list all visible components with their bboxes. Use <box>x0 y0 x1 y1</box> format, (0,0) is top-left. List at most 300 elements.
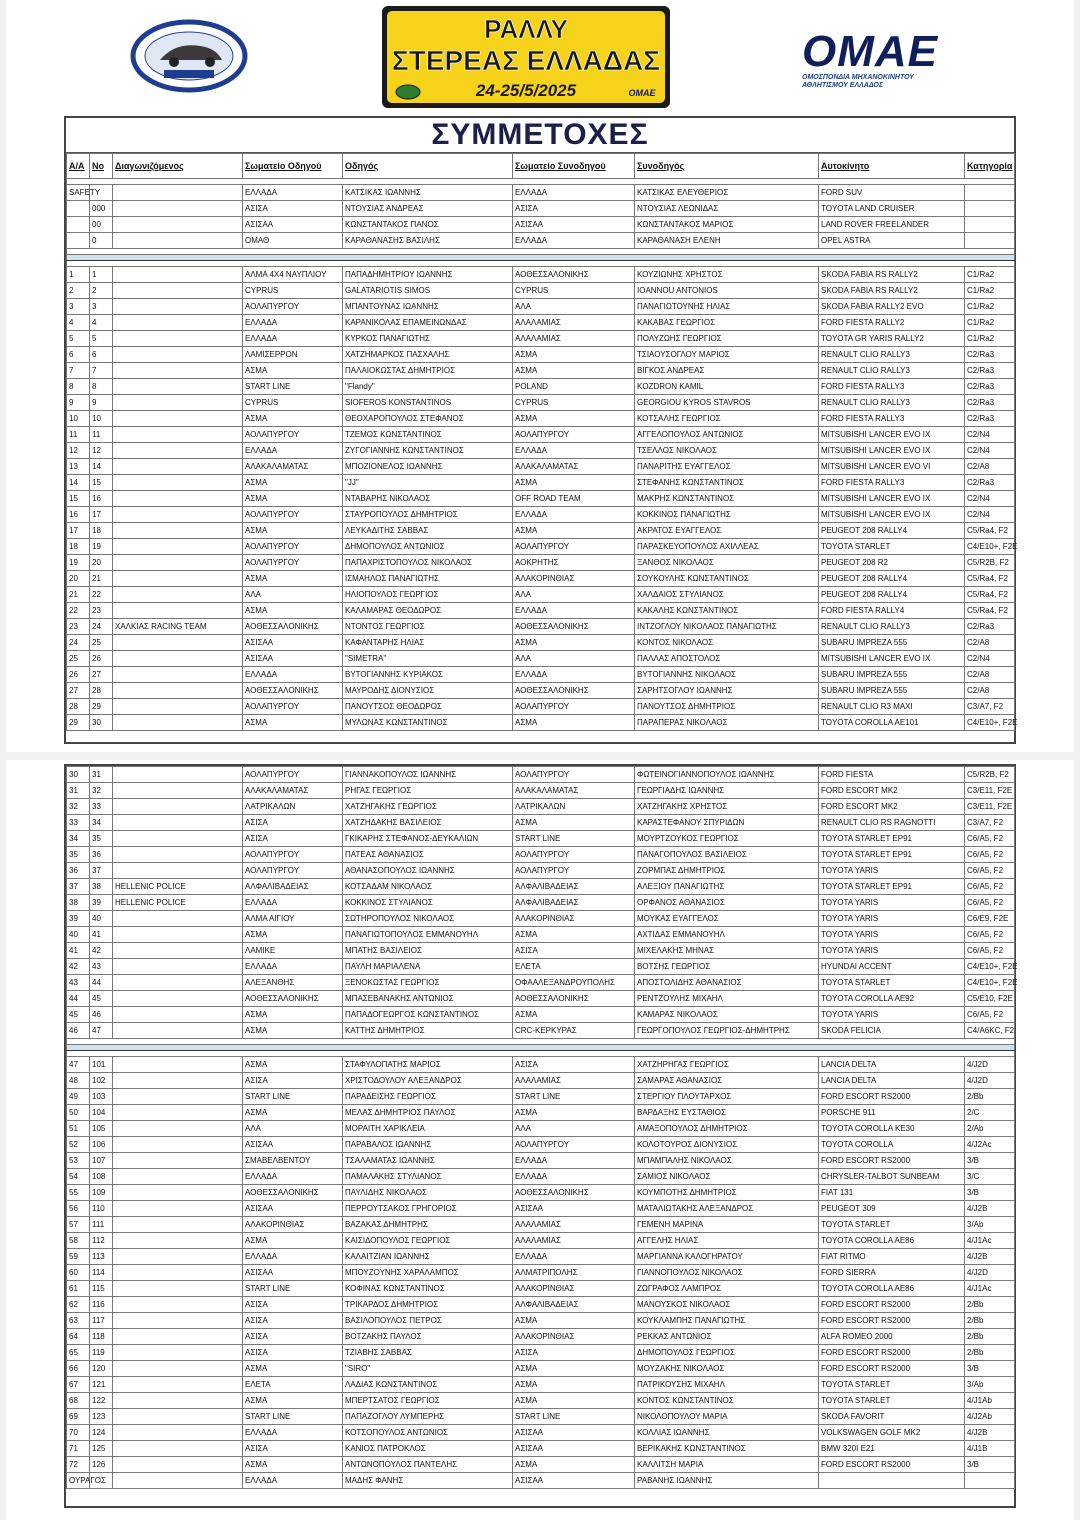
cell-driver-club: ΑΣΜΑ <box>243 927 343 943</box>
cell-driver-club: ΛΑΜΙΣΕΡΡΟΝ <box>243 347 343 363</box>
cell-codriver: ΔΗΜΟΠΟΥΛΟΣ ΓΕΩΡΓΙΟΣ <box>635 1345 819 1361</box>
cell-no: 119 <box>90 1345 113 1361</box>
cell-driver-club: ΣΜΑΒΕΛΒΕΝΤΟΥ <box>243 1153 343 1169</box>
table-row <box>67 619 1015 635</box>
cell-category: C3/E11, F2E <box>965 799 1015 815</box>
cell-no: 116 <box>90 1297 113 1313</box>
cell-driver-club: ΑΟΘΕΣΣΑΛΟΝΙΚΗΣ <box>243 683 343 699</box>
cell-car: FORD FIESTA <box>819 767 965 783</box>
cell-car: FIAT RITMO <box>819 1249 965 1265</box>
cell-car: FORD SUV <box>819 185 965 201</box>
table-row <box>67 1265 1015 1281</box>
cell-driver: ΜΕΛΑΣ ΔΗΜΗΤΡΙΟΣ ΠΑΥΛΟΣ <box>343 1105 513 1121</box>
cell-codriver: ΜΠΑΜΠΑΛΗΣ ΝΙΚΟΛΑΟΣ <box>635 1153 819 1169</box>
cell-codriver: ΤΣΕΛΛΟΣ ΝΙΚΟΛΑΟΣ <box>635 443 819 459</box>
cell-codriver: ΒΕΡΙΚΑΚΗΣ ΚΩΝΣΤΑΝΤΙΝΟΣ <box>635 1441 819 1457</box>
cell-driver: ΡΗΓΑΣ ΓΕΩΡΓΙΟΣ <box>343 783 513 799</box>
cell-driver: ΚΑΡΑΘΑΝΑΣΗΣ ΒΑΣΙΛΗΣ <box>343 233 513 249</box>
cell-category: C1/Ra2 <box>965 331 1015 347</box>
cell-codriver: ΑΛΕΞΙΟΥ ΠΑΝΑΓΙΩΤΗΣ <box>635 879 819 895</box>
cell-driver-club: ΕΛΛΑΔΑ <box>243 895 343 911</box>
cell-category: 4/J2Ab <box>965 1409 1015 1425</box>
table-row <box>67 1393 1015 1409</box>
cell-competitor <box>113 411 243 427</box>
cell-competitor <box>113 815 243 831</box>
cell-driver: ΛΕΥΚΑΔΙΤΗΣ ΣΑΒΒΑΣ <box>343 523 513 539</box>
cell-car: FORD ESCORT RS2000 <box>819 1313 965 1329</box>
cell-codriver-club: ΑΣΜΑ <box>513 715 635 731</box>
cell-driver-club: ΑΣΜΑ <box>243 411 343 427</box>
cell-codriver-club: ΑΣΙΣΑΑ <box>513 1441 635 1457</box>
cell-car: SUBARU IMPREZA 555 <box>819 683 965 699</box>
table-row <box>67 783 1015 799</box>
cell-category: 3/B <box>965 1153 1015 1169</box>
cell-aa: 50 <box>67 1105 90 1121</box>
cell-codriver: ΠΑΝΑΓΙΩΤΟΥΝΗΣ ΗΛΙΑΣ <box>635 299 819 315</box>
cell-codriver-club: ΑΛΑΚΟΡΙΝΘΙΑΣ <box>513 1281 635 1297</box>
table-row <box>67 1137 1015 1153</box>
cell-aa: 31 <box>67 783 90 799</box>
cell-category <box>965 185 1015 201</box>
cell-competitor <box>113 699 243 715</box>
cell-car: RENAULT CLIO R3 MAXI <box>819 699 965 715</box>
cell-competitor: HELLENIC POLICE <box>113 895 243 911</box>
cell-no: 124 <box>90 1425 113 1441</box>
cell-car: SKODA FAVORIT <box>819 1409 965 1425</box>
cell-competitor: HELLENIC POLICE <box>113 879 243 895</box>
cell-no: 9 <box>90 395 113 411</box>
cell-codriver-club: ΕΛΕΤΑ <box>513 959 635 975</box>
cell-no: 26 <box>90 651 113 667</box>
cell-no: 101 <box>90 1057 113 1073</box>
cell-driver-club: ΑΣΙΣΑ <box>243 1313 343 1329</box>
cell-driver-club: ΑΣΜΑ <box>243 1057 343 1073</box>
cell-driver: ΚΑΦΑΝΤΑΡΗΣ ΗΛΙΑΣ <box>343 635 513 651</box>
cell-no: 20 <box>90 555 113 571</box>
cell-aa: 15 <box>67 491 90 507</box>
cell-driver: "Flandy" <box>343 379 513 395</box>
cell-category: 3/B <box>965 1361 1015 1377</box>
cell-codriver: ΣΑΜΙΟΣ ΝΙΚΟΛΑΟΣ <box>635 1169 819 1185</box>
cell-driver-club: ΑΣΙΣΑΑ <box>243 1201 343 1217</box>
cell-competitor <box>113 459 243 475</box>
cell-codriver: IOANNOU ANTONIOS <box>635 283 819 299</box>
cell-car: RENAULT CLIO RS RAGNOTTI <box>819 815 965 831</box>
table-row <box>67 1233 1015 1249</box>
cell-codriver: ΦΩΤΕΙΝΟΓΙΑΝΝΟΠΟΥΛΟΣ ΙΩΑΝΝΗΣ <box>635 767 819 783</box>
cell-car: FORD ESCORT RS2000 <box>819 1457 965 1473</box>
cell-aa: 66 <box>67 1361 90 1377</box>
table-row <box>67 1089 1015 1105</box>
cell-driver-club: START LINE <box>243 1409 343 1425</box>
table-row <box>67 683 1015 699</box>
cell-no: 117 <box>90 1313 113 1329</box>
cell-driver: ΒΟΤΖΑΚΗΣ ΠΑΥΛΟΣ <box>343 1329 513 1345</box>
cell-category: C2/N4 <box>965 427 1015 443</box>
cell-driver-club: ΟΜΑΘ <box>243 233 343 249</box>
cell-aa: 11 <box>67 427 90 443</box>
cell-driver: ΠΑΠΑΔΟΓΕΩΡΓΟΣ ΚΩΝΣΤΑΝΤΙΝΟΣ <box>343 1007 513 1023</box>
cell-codriver: ΠΑΛΛΑΣ ΑΠΟΣΤΟΛΟΣ <box>635 651 819 667</box>
cell-codriver: GEORGIOU KYROS STAVROS <box>635 395 819 411</box>
cell-driver: "SIRO" <box>343 1361 513 1377</box>
cell-no: 23 <box>90 603 113 619</box>
cell-competitor <box>113 555 243 571</box>
cell-no: 126 <box>90 1457 113 1473</box>
cell-car: RENAULT CLIO RALLY3 <box>819 395 965 411</box>
cell-codriver: ΧΑΤΖΗΡΗΓΑΣ ΓΕΩΡΓΙΟΣ <box>635 1057 819 1073</box>
cell-codriver-club: ΑΛΑΛΑΜΙΑΣ <box>513 331 635 347</box>
cell-aa: 13 <box>67 459 90 475</box>
cell-codriver-club: ΑΟΘΕΣΣΑΛΟΝΙΚΗΣ <box>513 991 635 1007</box>
cell-no: 15 <box>90 475 113 491</box>
cell-no: 41 <box>90 927 113 943</box>
cell-driver: ΒΑΖΑΚΑΣ ΔΗΜΗΤΡΗΣ <box>343 1217 513 1233</box>
cell-no: 32 <box>90 783 113 799</box>
cell-driver-club: ΑΣΜΑ <box>243 1105 343 1121</box>
cell-category: C4/E10+, F2E <box>965 539 1015 555</box>
cell-category: C2/Ra3 <box>965 619 1015 635</box>
cell-car: FIAT 131 <box>819 1185 965 1201</box>
cell-competitor <box>113 847 243 863</box>
cell-car: PORSCHE 911 <box>819 1105 965 1121</box>
cell-driver-club: ΑΛΦΑΛΙΒΑΔΕΙΑΣ <box>243 879 343 895</box>
cell-driver-club: ΑΟΘΕΣΣΑΛΟΝΙΚΗΣ <box>243 1185 343 1201</box>
cell-codriver: ΓΕΩΡΓΟΠΟΥΛΟΣ ΓΕΩΡΓΙΟΣ-ΔΗΜΗΤΡΗΣ <box>635 1023 819 1039</box>
entries-table-frame-1 <box>64 116 1016 744</box>
cell-driver: ΝΤΑΒΑΡΗΣ ΝΙΚΟΛΑΟΣ <box>343 491 513 507</box>
cell-category: 2/Bb <box>965 1313 1015 1329</box>
cell-codriver: ΓΙΑΝΝΟΠΟΥΛΟΣ ΝΙΚΟΛΑΟΣ <box>635 1265 819 1281</box>
cell-driver: ΜΥΛΩΝΑΣ ΚΩΝΣΤΑΝΤΙΝΟΣ <box>343 715 513 731</box>
cell-codriver-club: START LINE <box>513 1089 635 1105</box>
cell-codriver: ΚΟΛΛΙΑΣ ΙΩΑΝΝΗΣ <box>635 1425 819 1441</box>
cell-codriver: ΚΟΝΤΟΣ ΝΙΚΟΛΑΟΣ <box>635 635 819 651</box>
cell-aa <box>67 201 90 217</box>
cell-codriver: ΞΑΝΘΟΣ ΝΙΚΟΛΑΟΣ <box>635 555 819 571</box>
cell-codriver-club: ΑΣΙΣΑΑ <box>513 217 635 233</box>
cell-no: 0 <box>90 233 113 249</box>
cell-driver: ΜΟΡΑΙΤΗ ΧΑΡΙΚΛΕΙΑ <box>343 1121 513 1137</box>
cell-codriver-club: ΕΛΛΑΔΑ <box>513 507 635 523</box>
cell-aa: 5 <box>67 331 90 347</box>
cell-competitor <box>113 635 243 651</box>
cell-codriver-club: ΑΣΜΑ <box>513 475 635 491</box>
cell-driver: ΜΠΟΥΖΟΥΝΗΣ ΧΑΡΑΛΑΜΠΟΣ <box>343 1265 513 1281</box>
cell-driver-club: ΑΣΙΣΑΑ <box>243 217 343 233</box>
cell-driver: ΜΠΑΤΗΣ ΒΑΣΙΛΕΙΟΣ <box>343 943 513 959</box>
cell-competitor <box>113 1249 243 1265</box>
cell-competitor <box>113 1057 243 1073</box>
cell-no: 111 <box>90 1217 113 1233</box>
cell-codriver: ΑΓΓΕΛΟΠΟΥΛΟΣ ΑΝΤΩΝΙΟΣ <box>635 427 819 443</box>
cell-car: TOYOTA COROLLA AE101 <box>819 715 965 731</box>
cell-codriver: ΒΙΓΚΟΣ ΑΝΔΡΕΑΣ <box>635 363 819 379</box>
cell-driver: ΠΑΠΑΧΡΙΣΤΟΠΟΥΛΟΣ ΝΙΚΟΛΑΟΣ <box>343 555 513 571</box>
cell-aa: 72 <box>67 1457 90 1473</box>
cell-driver: ΧΡΙΣΤΟΔΟΥΛΟΥ ΑΛΕΞΑΝΔΡΟΣ <box>343 1073 513 1089</box>
cell-codriver-club: ΑΟΛΑΠΥΡΓΟΥ <box>513 539 635 555</box>
cell-car: TOYOTA LAND CRUISER <box>819 201 965 217</box>
cell-codriver-club: ΑΣΜΑ <box>513 363 635 379</box>
cell-driver: ΜΑΔΗΣ ΦΑΝΗΣ <box>343 1473 513 1489</box>
cell-driver-club: ΕΛΛΑΔΑ <box>243 1249 343 1265</box>
cell-car: TOYOTA YARIS <box>819 1007 965 1023</box>
cell-codriver-club: CYPRUS <box>513 283 635 299</box>
cell-category: C5/Ra4, F2 <box>965 523 1015 539</box>
cell-driver: ΠΑΝΑΓΙΩΤΟΠΟΥΛΟΣ ΕΜΜΑΝΟΥΗΛ <box>343 927 513 943</box>
cell-aa: 28 <box>67 699 90 715</box>
cell-driver-club: ΑΣΙΣΑ <box>243 1441 343 1457</box>
cell-codriver: ΒΑΡΔΑΞΗΣ ΕΥΣΤΑΘΙΟΣ <box>635 1105 819 1121</box>
cell-competitor <box>113 911 243 927</box>
cell-codriver: ΡΕΚΚΑΣ ΑΝΤΩΝΙΟΣ <box>635 1329 819 1345</box>
table-row <box>67 555 1015 571</box>
cell-competitor <box>113 1073 243 1089</box>
cell-driver-club: ΑΟΛΑΠΥΡΓΟΥ <box>243 847 343 863</box>
cell-car: LANCIA DELTA <box>819 1073 965 1089</box>
cell-no: 35 <box>90 831 113 847</box>
cell-category <box>965 201 1015 217</box>
table-row <box>67 363 1015 379</box>
table-row <box>67 1361 1015 1377</box>
cell-codriver: ΙΝΤΖΟΓΛΟΥ ΝΙΚΟΛΑΟΣ ΠΑΝΑΓΙΩΤΗΣ <box>635 619 819 635</box>
cell-competitor <box>113 1007 243 1023</box>
cell-car: TOYOTA YARIS <box>819 927 965 943</box>
table-row <box>67 1007 1015 1023</box>
cell-car: SKODA FABIA RS RALLY2 <box>819 267 965 283</box>
cell-driver-club: ΑΟΛΑΠΥΡΓΟΥ <box>243 699 343 715</box>
cell-aa: 63 <box>67 1313 90 1329</box>
table-row <box>67 1441 1015 1457</box>
cell-driver: ΙΣΜΑΗΛΟΣ ΠΑΝΑΓΙΩΤΗΣ <box>343 571 513 587</box>
cell-aa: 54 <box>67 1169 90 1185</box>
column-header-driver-club: Σωματείο Οδηγού <box>243 154 343 179</box>
cell-driver: ΠΑΤΕΑΣ ΑΘΑΝΑΣΙΟΣ <box>343 847 513 863</box>
cell-driver: ΛΑΔΙΑΣ ΚΩΝΣΤΑΝΤΙΝΟΣ <box>343 1377 513 1393</box>
cell-codriver-club: ΕΛΛΑΔΑ <box>513 233 635 249</box>
cell-driver-club: ΑΛΑΚΑΛΑΜΑΤΑΣ <box>243 783 343 799</box>
cell-category: C1/Ra2 <box>965 315 1015 331</box>
cell-category: 4/J2D <box>965 1073 1015 1089</box>
cell-driver: ΚΟΦΙΝΑΣ ΚΩΝΣΤΑΝΤΙΝΟΣ <box>343 1281 513 1297</box>
cell-driver: "JJ" <box>343 475 513 491</box>
cell-category: C2/A8 <box>965 667 1015 683</box>
cell-driver-club: ΑΣΜΑ <box>243 571 343 587</box>
cell-driver: ΜΠΑΣΕΒΑΝΑΚΗΣ ΑΝΤΩΝΙΟΣ <box>343 991 513 1007</box>
table-row <box>67 395 1015 411</box>
cell-car: SUBARU IMPREZA 555 <box>819 667 965 683</box>
cell-category: C2/Ra3 <box>965 395 1015 411</box>
cell-codriver-club: ΑΟΛΑΠΥΡΓΟΥ <box>513 847 635 863</box>
cell-driver-club: ΑΣΙΣΑΑ <box>243 651 343 667</box>
cell-driver-club: ΕΛΕΤΑ <box>243 1377 343 1393</box>
cell-car: FORD FIESTA RALLY2 <box>819 315 965 331</box>
cell-no: 109 <box>90 1185 113 1201</box>
cell-codriver-club: CRC-ΚΕΡΚΥΡΑΣ <box>513 1023 635 1039</box>
cell-driver: GALATARIOTIS SIMOS <box>343 283 513 299</box>
cell-driver: ΧΑΤΖΗΜΑΡΚΟΣ ΠΑΣΧΑΛΗΣ <box>343 347 513 363</box>
cell-car: MITSUBISHI LANCER EVO IX <box>819 427 965 443</box>
cell-codriver-club: CYPRUS <box>513 395 635 411</box>
cell-driver: ΚΥΡΚΟΣ ΠΑΝΑΓΙΩΤΗΣ <box>343 331 513 347</box>
cell-aa: 1 <box>67 267 90 283</box>
cell-competitor <box>113 1377 243 1393</box>
cell-codriver-club: ΑΣΜΑ <box>513 523 635 539</box>
table-row <box>67 347 1015 363</box>
table-row <box>67 315 1015 331</box>
cell-competitor <box>113 475 243 491</box>
cell-codriver-club: ΑΣΙΣΑΑ <box>513 1473 635 1489</box>
cell-driver: ΤΡΙΚΑΡΔΟΣ ΔΗΜΗΤΡΙΟΣ <box>343 1297 513 1313</box>
cell-codriver-club: ΕΛΛΑΔΑ <box>513 1153 635 1169</box>
cell-driver: ΝΤΟΥΣΙΑΣ ΑΝΔΡΕΑΣ <box>343 201 513 217</box>
cell-codriver: ΠΑΡΑΣΚΕΥΟΠΟΥΛΟΣ ΑΧΙΛΛΕΑΣ <box>635 539 819 555</box>
cell-car: FORD ESCORT RS2000 <box>819 1345 965 1361</box>
cell-codriver: ΚΑΛΛΙΤΣΗ ΜΑΡΙΑ <box>635 1457 819 1473</box>
cell-driver-club: ΕΛΛΑΔΑ <box>243 1473 343 1489</box>
cell-car: TOYOTA STARLET <box>819 539 965 555</box>
cell-codriver-club: ΕΛΛΑΔΑ <box>513 667 635 683</box>
cell-codriver-club: ΑΟΘΕΣΣΑΛΟΝΙΚΗΣ <box>513 683 635 699</box>
cell-car: TOYOTA STARLET EP91 <box>819 847 965 863</box>
cell-no: 43 <box>90 959 113 975</box>
cell-driver-club: ΑΣΙΣΑ <box>243 1345 343 1361</box>
cell-codriver-club: ΕΛΛΑΔΑ <box>513 1169 635 1185</box>
cell-no: 106 <box>90 1137 113 1153</box>
cell-competitor <box>113 667 243 683</box>
cell-no: 00 <box>90 217 113 233</box>
cell-codriver: ΜΑΤΑΛΙΩΤΑΚΗΣ ΑΛΕΞΑΝΔΡΟΣ <box>635 1201 819 1217</box>
cell-codriver-club: ΑΛΑΚΑΛΑΜΑΤΑΣ <box>513 783 635 799</box>
cell-driver: ΠΑΠΑΔΗΜΗΤΡΙΟΥ ΙΩΑΝΝΗΣ <box>343 267 513 283</box>
cell-driver-club: ΑΛΜΑ 4Χ4 ΝΑΥΠΛΙΟΥ <box>243 267 343 283</box>
table-row <box>67 927 1015 943</box>
cell-codriver: ΒΥΤΟΓΙΑΝΝΗΣ ΝΙΚΟΛΑΟΣ <box>635 667 819 683</box>
cell-category: C4/E10+, F2E <box>965 715 1015 731</box>
table-row <box>67 571 1015 587</box>
cell-driver-club: ΕΛΛΑΔΑ <box>243 331 343 347</box>
cell-category: C1/Ra2 <box>965 283 1015 299</box>
cell-driver: ΧΑΤΖΗΔΑΚΗΣ ΒΑΣΙΛΕΙΟΣ <box>343 815 513 831</box>
cell-competitor <box>113 379 243 395</box>
cell-no: 5 <box>90 331 113 347</box>
cell-category: C5/R2B, F2 <box>965 767 1015 783</box>
cell-codriver-club: ΑΣΜΑ <box>513 1313 635 1329</box>
omae-logo-word: OMAE <box>802 27 938 76</box>
cell-codriver: ΣΟΥΚΟΥΛΗΣ ΚΩΝΣΤΑΝΤΙΝΟΣ <box>635 571 819 587</box>
cell-codriver-club: ΑΣΙΣΑ <box>513 1345 635 1361</box>
cell-codriver: ΑΓΓΕΛΗΣ ΗΛΙΑΣ <box>635 1233 819 1249</box>
cell-driver: ΑΝΤΩΝΟΠΟΥΛΟΣ ΠΑΝΤΕΛΗΣ <box>343 1457 513 1473</box>
cell-driver: "SIMETRA" <box>343 651 513 667</box>
cell-competitor <box>113 427 243 443</box>
omae-logo-sub2: ΑΘΛΗΤΙΣΜΟΥ ΕΛΛΑΔΟΣ <box>802 82 883 89</box>
cell-codriver: ΟΡΦΑΝΟΣ ΑΘΑΝΑΣΙΟΣ <box>635 895 819 911</box>
cell-competitor <box>113 1185 243 1201</box>
table-row <box>67 1169 1015 1185</box>
cell-driver-club: START LINE <box>243 1281 343 1297</box>
cell-category: C6/A5, F2 <box>965 1007 1015 1023</box>
cell-driver-club: ΑΛΕΞΑΝΘΗΣ <box>243 975 343 991</box>
cell-codriver: ΒΟΤΣΗΣ ΓΕΩΡΓΙΟΣ <box>635 959 819 975</box>
cell-car: TOYOTA COROLLA <box>819 1137 965 1153</box>
cell-codriver-club: ΑΛΑΚΟΡΙΝΘΙΑΣ <box>513 911 635 927</box>
cell-codriver: ΓΕΩΡΓΙΑΔΗΣ ΙΩΑΝΝΗΣ <box>635 783 819 799</box>
cell-codriver-club: ΑΟΛΑΠΥΡΓΟΥ <box>513 863 635 879</box>
cell-car: HYUNDAI ACCENT <box>819 959 965 975</box>
cell-aa: 60 <box>67 1265 90 1281</box>
table-row <box>67 507 1015 523</box>
cell-competitor <box>113 715 243 731</box>
cell-aa: 47 <box>67 1057 90 1073</box>
column-header-codriver: Συνοδηγός <box>635 154 819 179</box>
cell-car <box>819 1473 965 1489</box>
table-row <box>67 831 1015 847</box>
cell-car: RENAULT CLIO RALLY3 <box>819 363 965 379</box>
cell-category: C3/A7, F2 <box>965 699 1015 715</box>
cell-no: 110 <box>90 1201 113 1217</box>
cell-no: 46 <box>90 1007 113 1023</box>
cell-competitor <box>113 1297 243 1313</box>
table-row <box>67 1409 1015 1425</box>
cell-driver-club: ΛΑΜΙΚΕ <box>243 943 343 959</box>
table-row <box>67 1121 1015 1137</box>
cell-aa: 24 <box>67 635 90 651</box>
cell-competitor <box>113 539 243 555</box>
cell-codriver-club: ΑΛΑ <box>513 587 635 603</box>
cell-competitor <box>113 233 243 249</box>
cell-codriver-club: ΑΛΑΛΑΜΙΑΣ <box>513 1073 635 1089</box>
cell-car: TOYOTA COROLLA KE30 <box>819 1121 965 1137</box>
cell-codriver: ΡΕΝΤΖΟΥΛΗΣ ΜΙΧΑΗΛ <box>635 991 819 1007</box>
cell-codriver: ΚΟΥΖΙΩΝΗΣ ΧΡΗΣΤΟΣ <box>635 267 819 283</box>
cell-codriver: ΜΟΥΚΑΣ ΕΥΑΓΓΕΛΟΣ <box>635 911 819 927</box>
document-page-2 <box>6 760 1074 1520</box>
cell-driver-club: ΑΣΙΣΑΑ <box>243 635 343 651</box>
cell-driver-club: ΑΣΙΣΑ <box>243 1297 343 1313</box>
cell-category: 4/J2B <box>965 1425 1015 1441</box>
table-row <box>67 667 1015 683</box>
cell-codriver: ΑΠΟΣΤΟΛΙΔΗΣ ΑΘΑΝΑΣΙΟΣ <box>635 975 819 991</box>
cell-aa: 57 <box>67 1217 90 1233</box>
column-header-no: No <box>90 154 113 179</box>
cell-driver: ΞΕΝΟΚΩΣΤΑΣ ΓΕΩΡΓΙΟΣ <box>343 975 513 991</box>
cell-aa: SAFETY <box>67 185 90 201</box>
cell-aa: 16 <box>67 507 90 523</box>
cell-car: FORD SIERRA <box>819 1265 965 1281</box>
cell-no: 36 <box>90 847 113 863</box>
cell-car: LAND ROVER FREELANDER <box>819 217 965 233</box>
cell-car: PEUGEOT 309 <box>819 1201 965 1217</box>
rally-logo-line2: ΣΤΕΡΕΑΣ ΕΛΛΑΔΑΣ <box>391 45 661 76</box>
cell-codriver-club: ΑΟΛΑΠΥΡΓΟΥ <box>513 699 635 715</box>
cell-driver: ΠΑΠΑΖΟΓΛΟΥ ΛΥΜΠΕΡΗΣ <box>343 1409 513 1425</box>
cell-no: 7 <box>90 363 113 379</box>
cell-car: TOYOTA COROLLA AE86 <box>819 1281 965 1297</box>
cell-category: C2/Ra3 <box>965 363 1015 379</box>
cell-aa: 34 <box>67 831 90 847</box>
cell-aa: 45 <box>67 1007 90 1023</box>
cell-no: 120 <box>90 1361 113 1377</box>
cell-car: RENAULT CLIO RALLY3 <box>819 619 965 635</box>
cell-car: FORD ESCORT MK2 <box>819 799 965 815</box>
cell-codriver-club: ΕΛΛΑΔΑ <box>513 443 635 459</box>
cell-no: 22 <box>90 587 113 603</box>
cell-driver: ΘΕΟΧΑΡΟΠΟΥΛΟΣ ΣΤΕΦΑΝΟΣ <box>343 411 513 427</box>
cell-competitor <box>113 651 243 667</box>
cell-aa: 17 <box>67 523 90 539</box>
